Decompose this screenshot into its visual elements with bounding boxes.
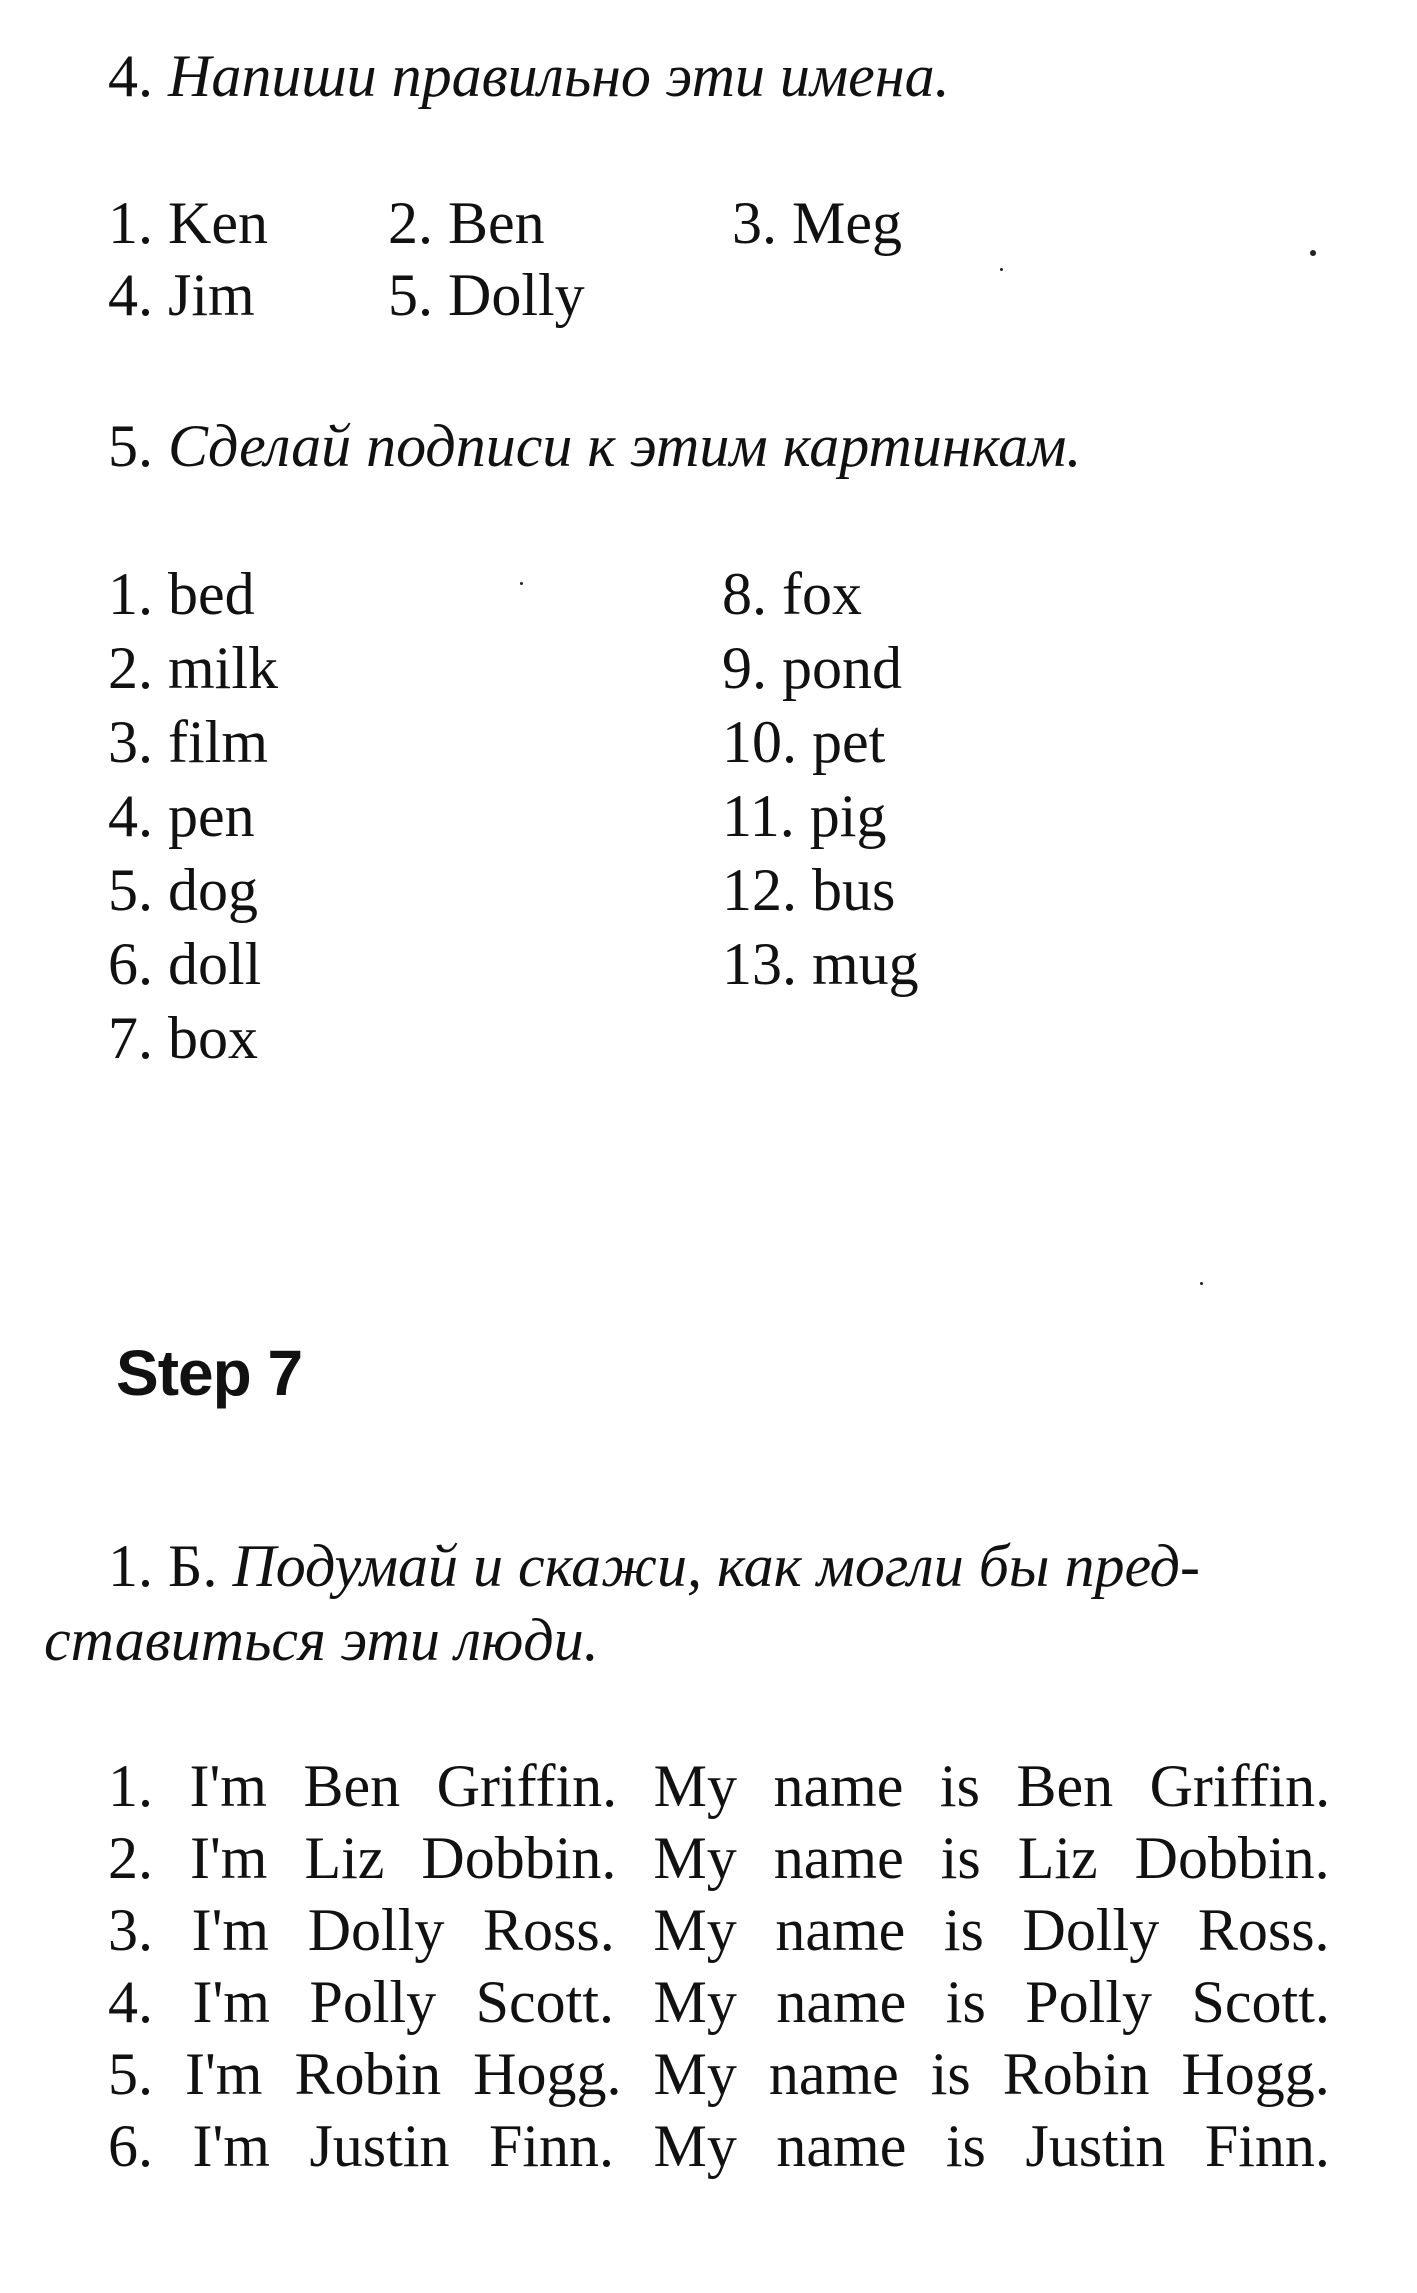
name-item <box>108 259 255 331</box>
item-number: 3. <box>732 190 777 256</box>
item-word: Ben <box>448 190 545 256</box>
item-word: box <box>168 1005 258 1071</box>
list-item <box>722 706 885 778</box>
item-number: 10. <box>722 709 797 775</box>
item-number: 6. <box>108 931 153 997</box>
item-number: 2. <box>388 190 433 256</box>
exercise-4-number: 4. <box>108 43 153 109</box>
item-number: 1. <box>108 561 153 627</box>
item-word: bus <box>812 857 896 923</box>
item-number: 9. <box>722 635 767 701</box>
exercise-5-instruction: Сделай подписи к этим картинкам. <box>168 413 1082 479</box>
exercise-4-instruction: Напиши правильно эти имена. <box>168 43 950 109</box>
list-item <box>108 854 258 926</box>
exercise-1-number: 1. Б. <box>108 1533 218 1599</box>
sentence-line: 5. I'm Robin Hogg. My name is Robin Hogg. <box>108 2041 1330 2107</box>
item-word: Dolly <box>448 262 585 328</box>
list-item <box>722 928 919 1000</box>
item-word: film <box>168 709 268 775</box>
list-item <box>722 780 886 852</box>
item-number: 5. <box>388 262 433 328</box>
item-word: pen <box>168 783 255 849</box>
list-item <box>108 780 255 852</box>
scan-speck <box>1200 1282 1203 1285</box>
item-number: 8. <box>722 561 767 627</box>
list-item <box>108 558 255 630</box>
exercise-1-instruction-line2: ставиться эти люди. <box>44 1607 599 1673</box>
item-word: dog <box>168 857 258 923</box>
item-word: mug <box>812 931 919 997</box>
scan-speck <box>1000 268 1003 271</box>
item-number: 4. <box>108 783 153 849</box>
exercise-5-header <box>108 410 1081 482</box>
exercise-1-instruction-line1: Подумай и скажи, как могли бы пред- <box>232 1533 1200 1599</box>
scan-speck <box>1310 250 1316 256</box>
name-item <box>388 187 545 259</box>
name-item <box>732 187 902 259</box>
item-word: pond <box>782 635 902 701</box>
item-number: 1. <box>108 190 153 256</box>
list-item <box>722 854 895 926</box>
sentence-line: 3. I'm Dolly Ross. My name is Dolly Ross. <box>108 1897 1330 1963</box>
sentence-line: 1. I'm Ben Griffin. My name is Ben Griffin. <box>108 1753 1331 1819</box>
list-item <box>108 706 268 778</box>
sentence-line: 4. I'm Polly Scott. My name is Polly Scott. <box>108 1969 1330 2035</box>
item-number: 11. <box>722 783 795 849</box>
step-heading: Step 7 <box>116 1337 303 1409</box>
item-number: 5. <box>108 857 153 923</box>
item-word: bed <box>168 561 255 627</box>
list-item <box>108 1002 258 1074</box>
exercise-5-number: 5. <box>108 413 153 479</box>
item-word: Ken <box>168 190 268 256</box>
item-word: pig <box>809 783 887 849</box>
item-number: 4. <box>108 262 153 328</box>
sentence-line: 6. I'm Justin Finn. My name is Justin Finn. <box>108 2113 1330 2179</box>
item-word: pet <box>812 709 886 775</box>
item-number: 12. <box>722 857 797 923</box>
list-item <box>722 632 902 704</box>
item-word: doll <box>168 931 262 997</box>
item-number: 3. <box>108 709 153 775</box>
name-item <box>108 187 268 259</box>
item-word: milk <box>168 635 279 701</box>
list-item <box>108 632 278 704</box>
item-number: 2. <box>108 635 153 701</box>
name-item <box>388 259 585 331</box>
scan-speck <box>520 582 523 585</box>
item-word: fox <box>782 561 862 627</box>
list-item <box>108 928 261 1000</box>
item-number: 7. <box>108 1005 153 1071</box>
item-word: Jim <box>168 262 255 328</box>
item-word: Meg <box>792 190 902 256</box>
exercise-4-header <box>108 40 950 112</box>
item-number: 13. <box>722 931 797 997</box>
exercise-1-header <box>108 1530 1200 1602</box>
sentence-line: 2. I'm Liz Dobbin. My name is Liz Dobbin. <box>108 1825 1330 1891</box>
list-item <box>722 558 862 630</box>
